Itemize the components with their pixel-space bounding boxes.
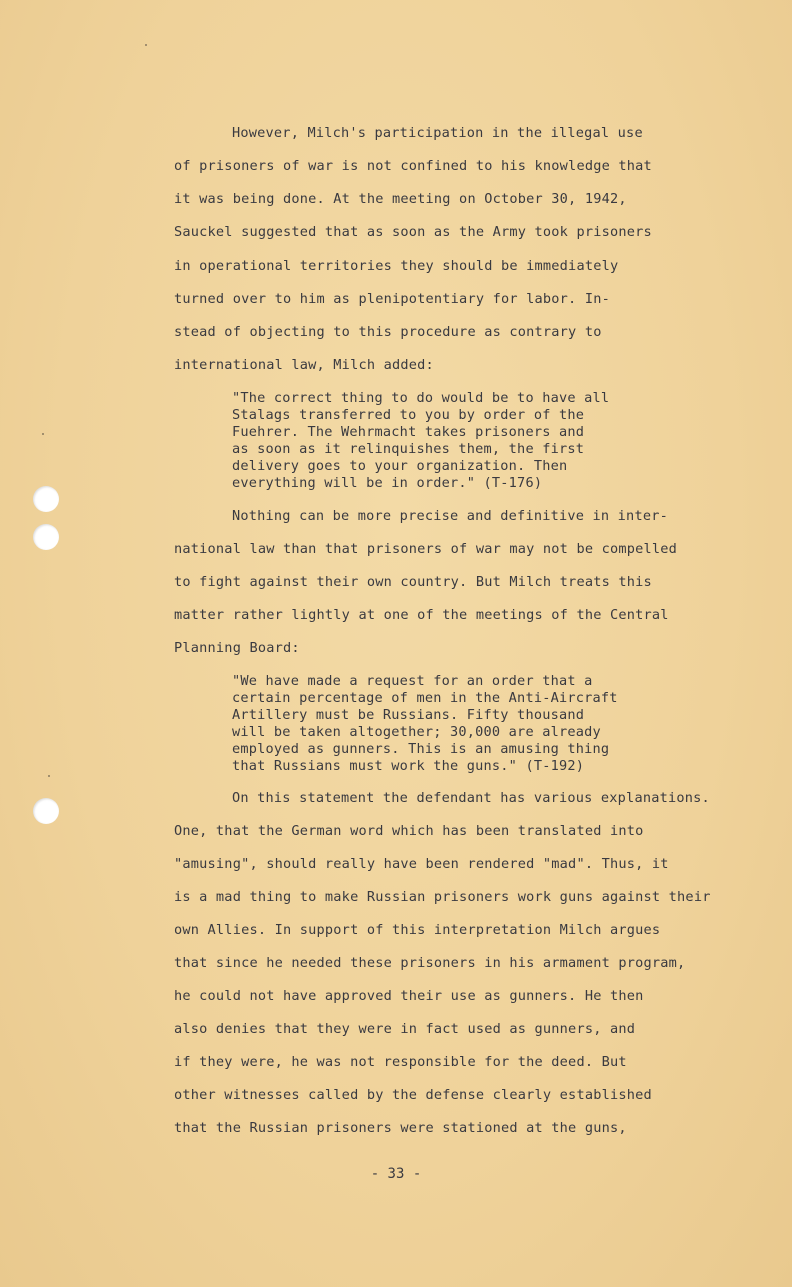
text-line: "amusing", should really have been rendered "mad". Thus, it xyxy=(174,856,669,872)
text-line: stead of objecting to this procedure as contrary to xyxy=(174,324,602,340)
quote-line: delivery goes to your organization. Then xyxy=(232,458,568,474)
text-line: On this statement the defendant has various explanations. xyxy=(232,790,710,806)
text-line: national law than that prisoners of war may not be compelled xyxy=(174,541,678,557)
text-line: other witnesses called by the defense clearly established xyxy=(174,1087,652,1103)
quote-line: Stalags transferred to you by order of the xyxy=(232,407,585,423)
quote-line: "The correct thing to do would be to have all xyxy=(232,390,610,406)
text-line: own Allies. In support of this interpretation Milch argues xyxy=(174,922,661,938)
text-line: international law, Milch added: xyxy=(174,357,434,373)
text-line: of prisoners of war is not confined to his knowledge that xyxy=(174,158,652,174)
text-line: Sauckel suggested that as soon as the Army took prisoners xyxy=(174,224,652,240)
quote-line: employed as gunners. This is an amusing thing xyxy=(232,741,610,757)
text-line: it was being done. At the meeting on October 30, 1942, xyxy=(174,191,627,207)
quote-line: certain percentage of men in the Anti-Aircraft xyxy=(232,690,618,706)
quote-line: Artillery must be Russians. Fifty thousand xyxy=(232,707,585,723)
quote-line: Fuehrer. The Wehrmacht takes prisoners and xyxy=(232,424,585,440)
text-line: also denies that they were in fact used as gunners, and xyxy=(174,1021,636,1037)
quote-line: as soon as it relinquishes them, the first xyxy=(232,441,585,457)
text-line: matter rather lightly at one of the meetings of the Central xyxy=(174,607,669,623)
text-line: is a mad thing to make Russian prisoners work guns against their xyxy=(174,889,711,905)
text-line: turned over to him as plenipotentiary for labor. In- xyxy=(174,291,610,307)
text-line: Planning Board: xyxy=(174,640,300,656)
text-line: in operational territories they should be immediately xyxy=(174,258,619,274)
text-line: if they were, he was not responsible for the deed. But xyxy=(174,1054,627,1070)
quote-line: everything will be in order." (T-176) xyxy=(232,475,543,491)
quote-line: will be taken altogether; 30,000 are already xyxy=(232,724,601,740)
text-line: that the Russian prisoners were stationed at the guns, xyxy=(174,1120,627,1136)
text-line: Nothing can be more precise and definitive in inter- xyxy=(232,508,668,524)
page-number: - 33 - xyxy=(370,1166,422,1182)
text-line: However, Milch's participation in the illegal use xyxy=(232,125,643,141)
text-line: that since he needed these prisoners in his armament program, xyxy=(174,955,686,971)
quote-line: "We have made a request for an order that a xyxy=(232,673,593,689)
quote-line: that Russians must work the guns." (T-192) xyxy=(232,758,585,774)
text-line: he could not have approved their use as gunners. He then xyxy=(174,988,644,1004)
text-line: One, that the German word which has been translated into xyxy=(174,823,644,839)
text-line: to fight against their own country. But Milch treats this xyxy=(174,574,652,590)
